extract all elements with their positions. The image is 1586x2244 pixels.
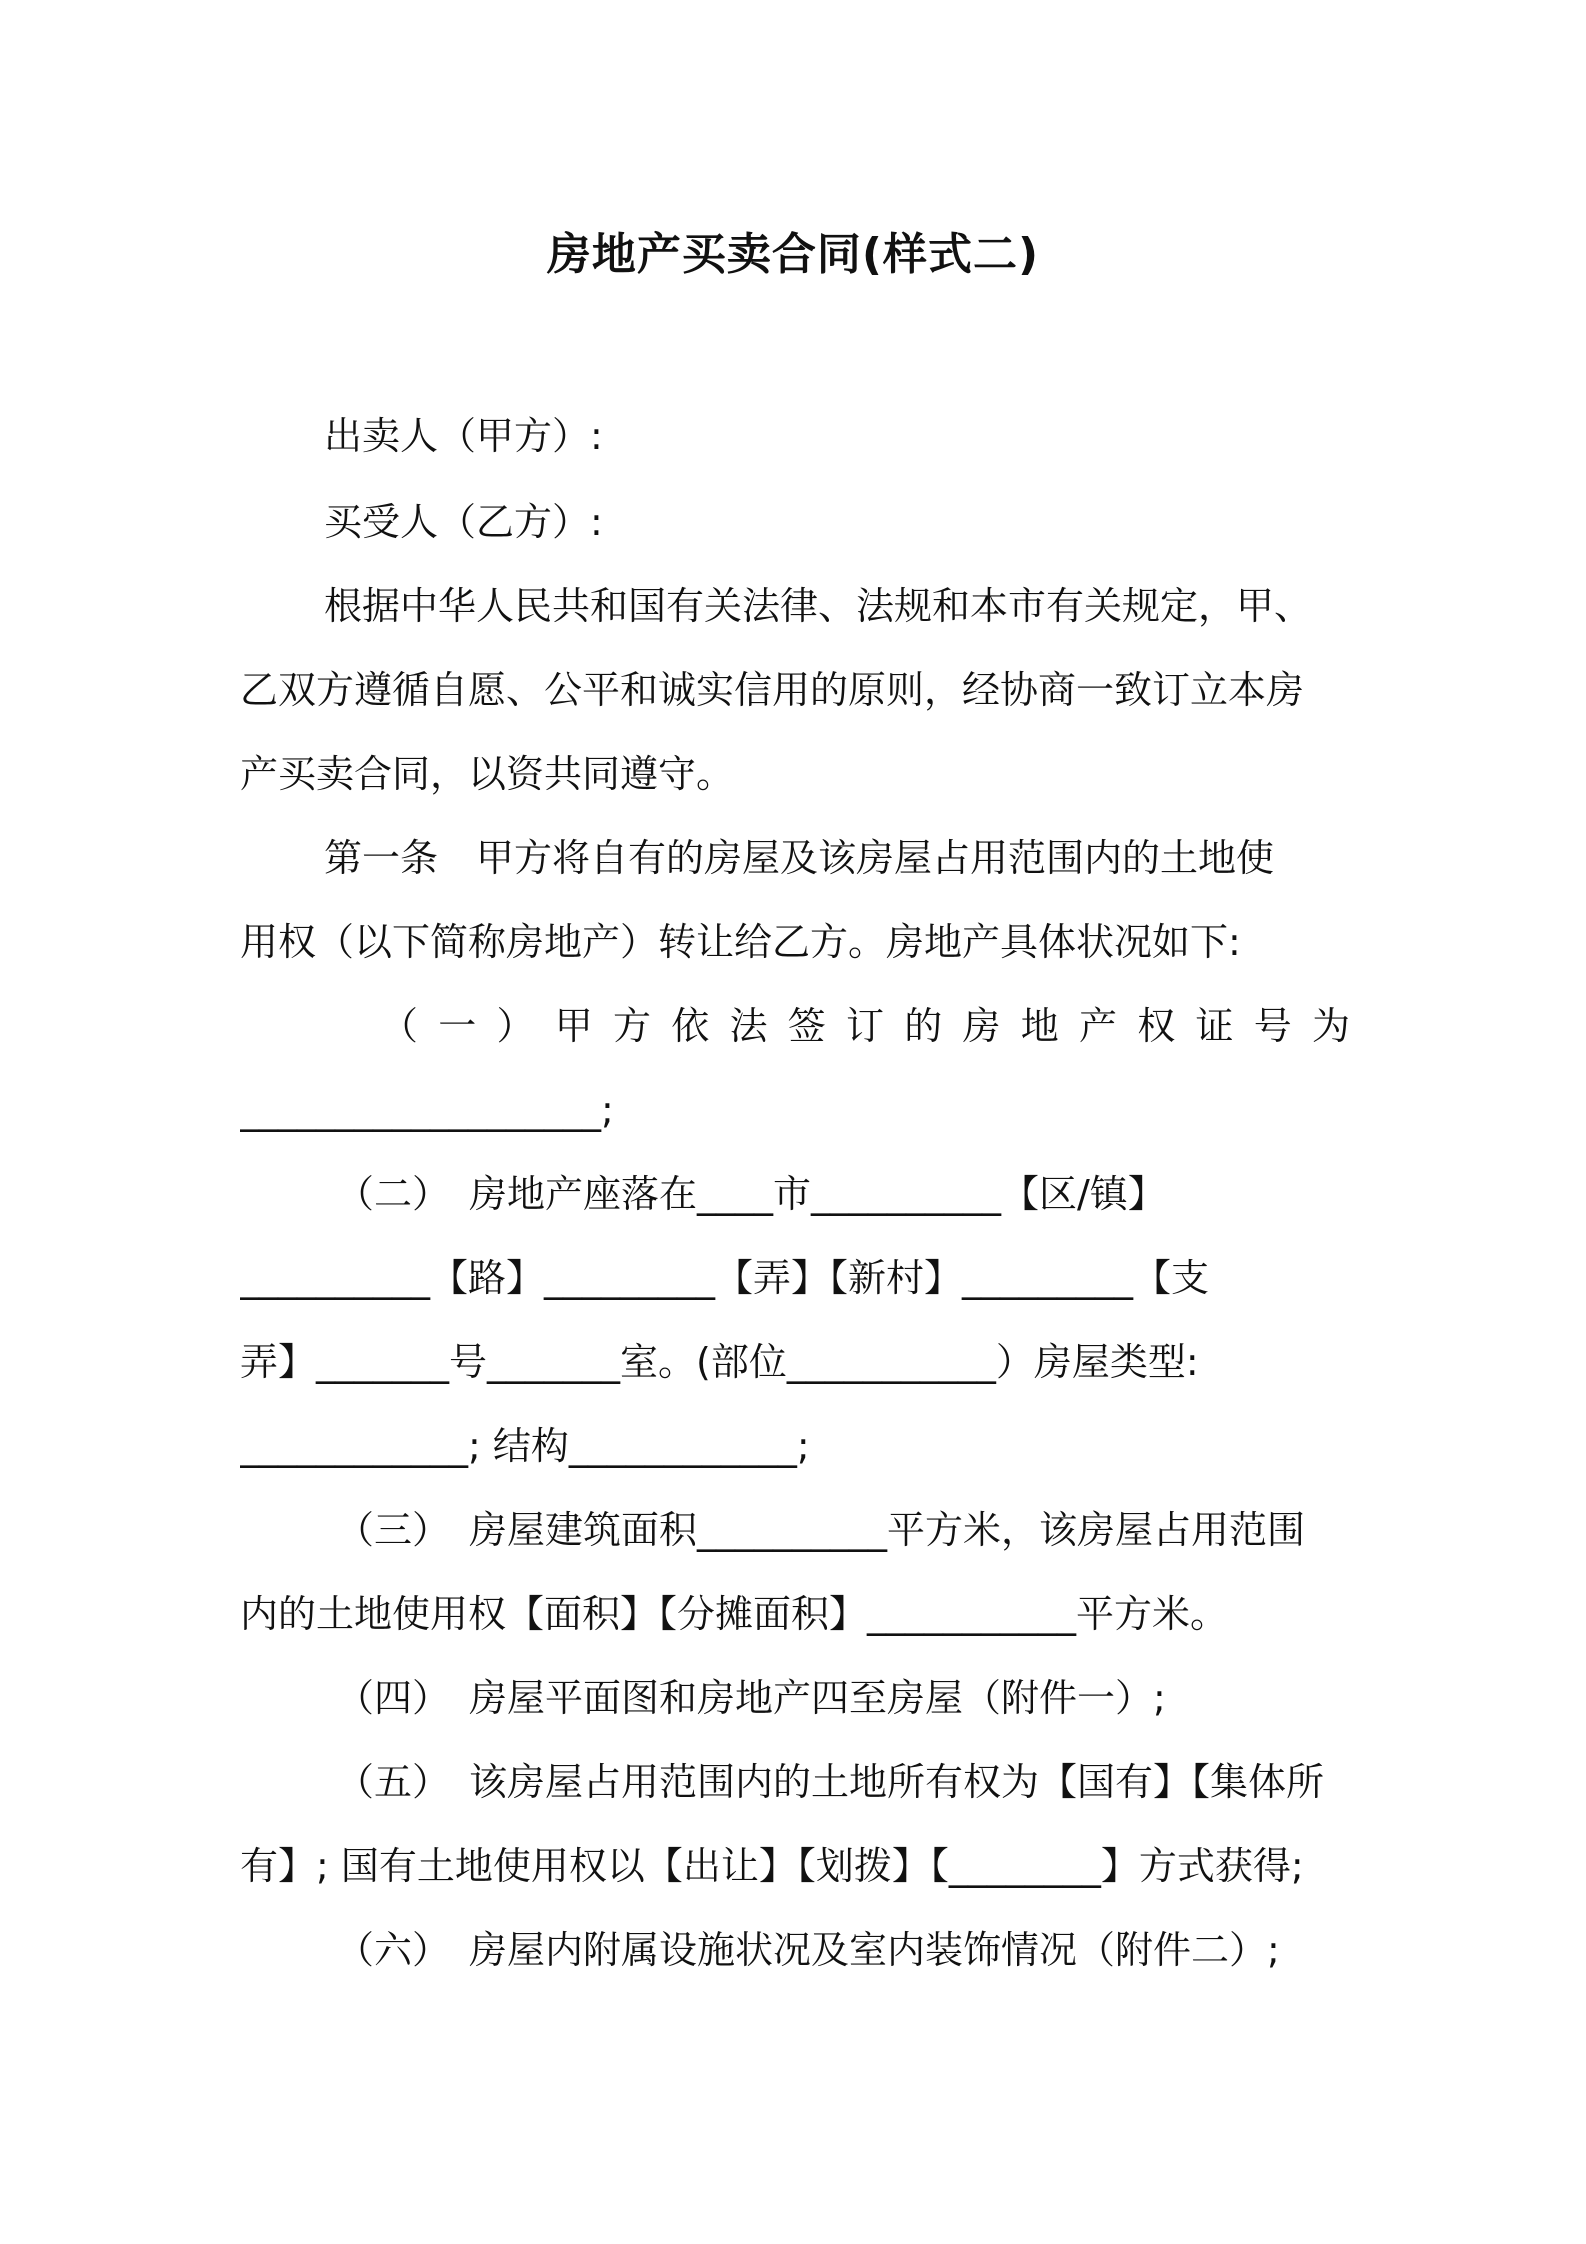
clause-2-line: ____________; 结构____________; bbox=[240, 1424, 810, 1468]
clause-2-line: __________【路】_________【弄】【新村】_________【支 bbox=[240, 1256, 1210, 1300]
preamble-line: 根据中华人民共和国有关法律、法规和本市有关规定，甲、 bbox=[324, 584, 1313, 628]
clause-1-line: （一）甲方依法签订的房地产权证号为 bbox=[380, 1004, 1350, 1048]
article-1-line: 第一条 甲方将自有的房屋及该房屋占用范围内的土地使 bbox=[324, 836, 1275, 880]
document-title: 房地产买卖合同(样式二) bbox=[546, 229, 1040, 280]
preamble-line: 乙双方遵循自愿、公平和诚实信用的原则，经协商一致订立本房 bbox=[240, 668, 1305, 712]
seller-line: 出卖人（甲方）: bbox=[324, 414, 603, 458]
clause-3-line: 内的土地使用权【面积】【分摊面积】___________平方米。 bbox=[240, 1592, 1229, 1636]
clause-5-line: 有】; 国有土地使用权以【出让】【划拨】【________】方式获得; bbox=[240, 1844, 1304, 1888]
clause-2-line: 弄】_______号_______室。(部位___________）房屋类型: bbox=[240, 1340, 1199, 1384]
clause-5-line: （五） 该房屋占用范围内的土地所有权为【国有】【集体所 bbox=[336, 1760, 1325, 1804]
preamble-line: 产买卖合同，以资共同遵守。 bbox=[240, 752, 735, 796]
article-1-line: 用权（以下简称房地产）转让给乙方。房地产具体状况如下: bbox=[240, 920, 1241, 964]
clause-3-line: （三） 房屋建筑面积__________平方米，该房屋占用范围 bbox=[336, 1508, 1306, 1552]
buyer-line: 买受人（乙方）: bbox=[324, 500, 603, 544]
clause-4-line: （四） 房屋平面图和房地产四至房屋（附件一）; bbox=[336, 1676, 1166, 1720]
clause-1-blank: ___________________; bbox=[240, 1088, 614, 1132]
clause-6-line: （六） 房屋内附属设施状况及室内装饰情况（附件二）; bbox=[336, 1928, 1280, 1972]
clause-2-line: （二） 房地产座落在____市__________【区/镇】 bbox=[336, 1172, 1166, 1216]
